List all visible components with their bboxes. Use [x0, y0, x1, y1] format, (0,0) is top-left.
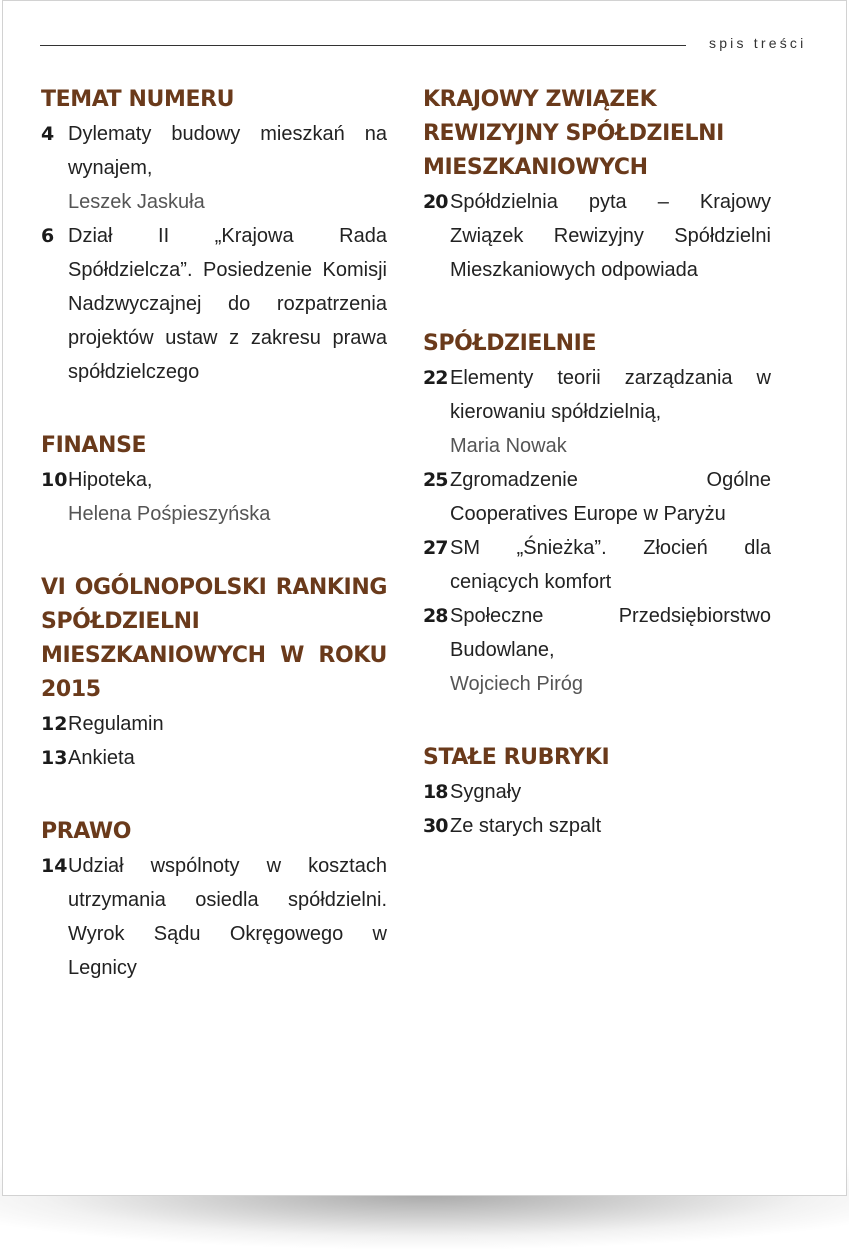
page-number: 6 [41, 225, 55, 247]
toc-section-krajowy-zwiazek [423, 83, 771, 287]
entry-title: SM „Śnieżka”. Złocień dla ceniących komfort [450, 537, 771, 593]
toc-section-prawo [41, 815, 387, 985]
entry-author: Wojciech Piróg [450, 673, 584, 695]
page-number: 14 [41, 855, 68, 877]
toc-section-stale-rubryki [423, 741, 771, 843]
page-number: 25 [423, 469, 448, 491]
toc-entry[interactable] [41, 849, 387, 985]
toc-left-column [41, 83, 387, 1025]
entry-author: Maria Nowak [450, 435, 567, 457]
page-number: 18 [423, 781, 448, 803]
toc-entry[interactable] [423, 531, 771, 599]
toc-entry[interactable] [423, 775, 771, 809]
page-number: 30 [423, 815, 448, 837]
entry-title: Udział wspólnoty w kosztach utrzymania osiedla spółdzielni. Wyrok Sądu Okręgowego w Legnicy [68, 855, 387, 979]
toc-entry[interactable] [41, 219, 387, 389]
entry-title: Dylematy budowy mieszkań na wynajem, [68, 123, 387, 179]
toc-entry[interactable] [423, 463, 771, 531]
toc-section-temat-numeru [41, 83, 387, 389]
page-number: 12 [41, 713, 68, 735]
toc-entry[interactable] [41, 707, 387, 741]
entry-title: Hipoteka, [68, 469, 153, 491]
page-number: 13 [41, 747, 68, 769]
page-number: 22 [423, 367, 448, 389]
section-heading: VI OGÓLNOPOLSKI RANKING SPÓŁDZIELNI MIESZKANIOWYCH W ROKU 2015 [41, 575, 387, 702]
header-rule [40, 45, 686, 46]
magazine-page [2, 0, 847, 1196]
toc-entry[interactable] [41, 741, 387, 775]
toc-section-finanse [41, 429, 387, 531]
toc-right-column [423, 83, 771, 883]
entry-title: Sygnały [450, 781, 522, 803]
toc-entry[interactable] [423, 361, 771, 463]
entry-title: Ankieta [68, 747, 135, 769]
toc-entry[interactable] [423, 185, 771, 287]
entry-author: Helena Pośpieszyńska [68, 503, 271, 525]
page-number: 27 [423, 537, 448, 559]
page-number: 10 [41, 469, 68, 491]
toc-entry[interactable] [423, 809, 771, 843]
toc-section-ranking [41, 571, 387, 775]
section-label: spis treści [709, 35, 807, 51]
section-heading: SPÓŁDZIELNIE [423, 331, 597, 356]
section-heading: KRAJOWY ZWIĄZEK REWIZYJNY SPÓŁDZIELNI MIESZKANIOWYCH [423, 87, 724, 180]
entry-author: Leszek Jaskuła [68, 191, 205, 213]
entry-title: Zgromadzenie Ogólne Cooperatives Europe w Paryżu [450, 469, 771, 525]
toc-entry[interactable] [41, 117, 387, 219]
toc-entry[interactable] [423, 599, 771, 701]
page-number: 4 [41, 123, 55, 145]
section-heading: PRAWO [41, 819, 132, 844]
page-number: 28 [423, 605, 448, 627]
entry-title: Spółdzielnia pyta – Krajowy Związek Rewizyjny Spółdzielni Mieszkaniowych odpowiada [450, 191, 771, 281]
toc-section-spoldzielnie [423, 327, 771, 701]
section-heading: TEMAT NUMERU [41, 87, 235, 112]
entry-title: Elementy teorii zarządzania w kierowaniu spółdzielnią, [450, 367, 771, 423]
section-heading: STAŁE RUBRYKI [423, 745, 610, 770]
page-number: 20 [423, 191, 448, 213]
toc-entry[interactable] [41, 463, 387, 531]
section-heading: FINANSE [41, 433, 147, 458]
entry-title: Regulamin [68, 713, 164, 735]
entry-title: Dział II „Krajowa Rada Spółdzielcza”. Posiedzenie Komisji Nadzwyczajnej do rozpatrzenia projektów ustaw z zakresu prawa spółdzielczego [68, 225, 387, 383]
entry-title: Ze starych szpalt [450, 815, 602, 837]
entry-title: Społeczne Przedsiębiorstwo Budowlane, [450, 605, 771, 661]
